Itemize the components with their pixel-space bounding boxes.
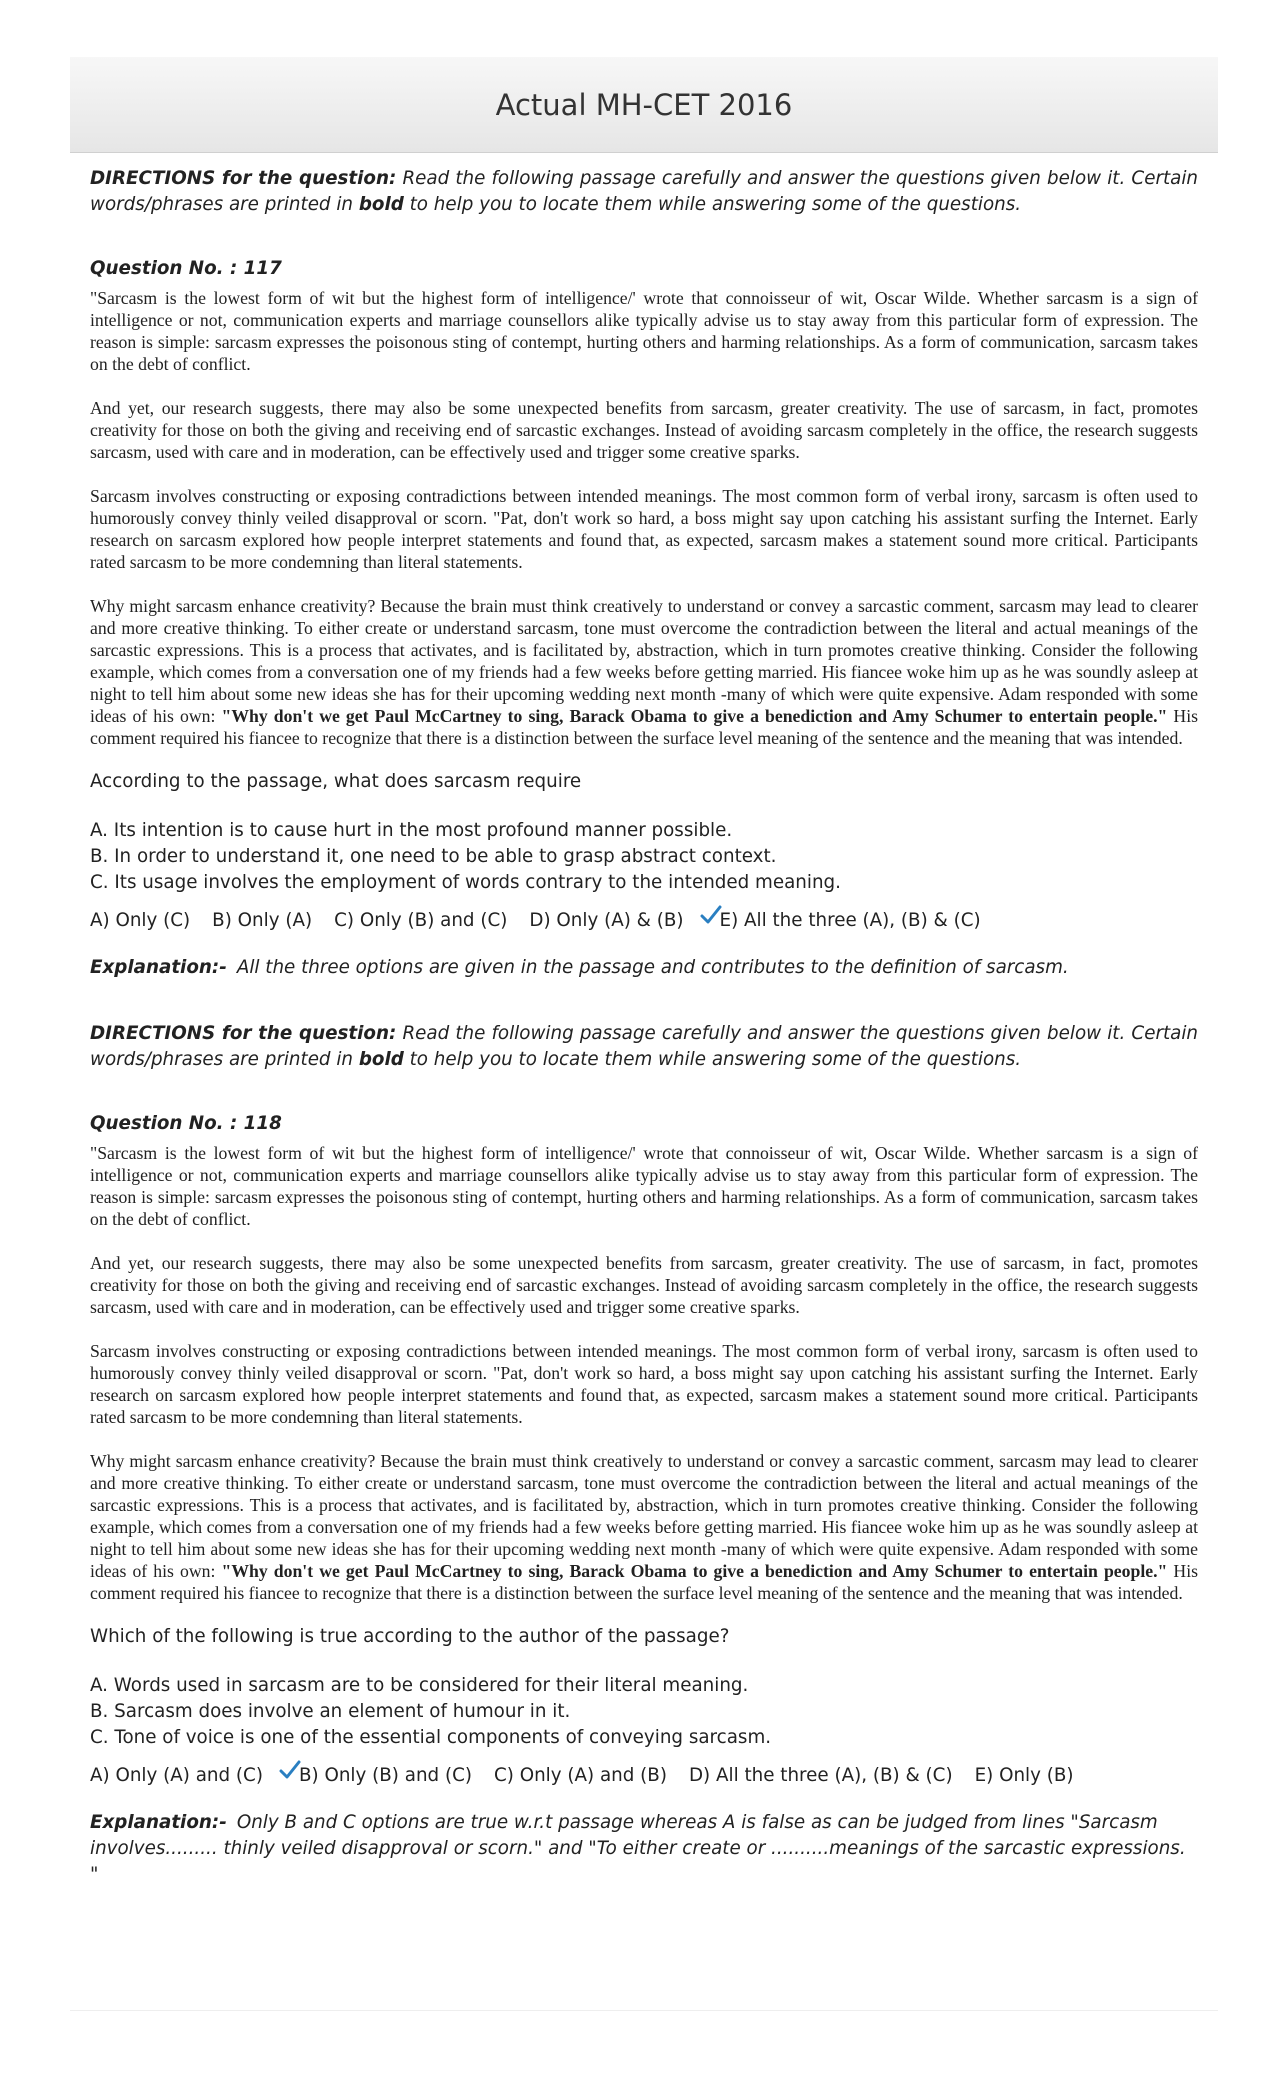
directions-text: Read the following passage carefully and answer the questions given below it. Certain words/phrases are printed in [90, 168, 1198, 215]
statement: B. In order to understand it, one need to be able to grasp abstract context. [90, 846, 777, 867]
question-block-117 [90, 166, 1198, 981]
option-c[interactable]: C) Only (B) and (C) [334, 910, 508, 931]
passage [90, 1142, 1198, 1604]
question-number: Question No. : 117 [90, 258, 282, 279]
question-block-118 [90, 1021, 1198, 1888]
passage-paragraph: And yet, our research suggests, there may also be some unexpected benefits from sarcasm, greater creativity. The use of sarcasm, in fact, promotes creativity for those on both the giving and receiving end of sarcastic exchanges. Instead of avoiding sarcasm completely in the office, the research suggests sarcasm, used with care and in moderation, can be effectively used and trigger some creative sparks. [90, 1253, 1198, 1317]
question-text: Which of the following is true according to the author of the passage? [90, 1626, 730, 1647]
explanation-label: Explanation:- [90, 957, 227, 978]
directions-label: DIRECTIONS for the question: [90, 168, 397, 189]
directions [90, 1021, 1198, 1073]
option-a[interactable]: A) Only (C) [90, 910, 191, 931]
option-c[interactable]: C) Only (A) and (B) [493, 1765, 667, 1786]
statement: C. Its usage involves the employment of words contrary to the intended meaning. [90, 872, 841, 893]
page-header [70, 57, 1218, 153]
content [90, 166, 1198, 1888]
option-a[interactable]: A) Only (A) and (C) [90, 1765, 263, 1786]
option-d[interactable]: D) Only (A) & (B) [529, 910, 684, 931]
checkmark-icon [700, 904, 722, 926]
passage-bold-quote: "Why don't we get Paul McCartney to sing, Barack Obama to give a benediction and Amy Schumer to entertain people." [221, 1561, 1168, 1581]
directions-bold-word: bold [358, 194, 404, 215]
answer-options [90, 910, 1198, 931]
question-text: According to the passage, what does sarcasm require [90, 771, 582, 792]
checkmark-icon [279, 1759, 301, 1781]
explanation-label: Explanation:- [90, 1812, 227, 1833]
statement: C. Tone of voice is one of the essential components of conveying sarcasm. [90, 1727, 772, 1748]
footer-divider [70, 2010, 1218, 2011]
page-title: Actual MH-CET 2016 [495, 87, 793, 122]
passage-text: Why might sarcasm enhance creativity? Because the brain must think creatively to understand or convey a sarcastic comment, sarcasm may lead to clearer and more creative thinking. To either create or understand sarcasm, tone must overcome the contradiction between the literal and actual meanings of the sarcastic expressions. This is a process that activates, and is facilitated by, abstraction, which in turn promotes creative thinking. Consider the following example, which comes from a conversation one of my friends had a few weeks before getting married. His fiancee woke him up as he was soundly asleep at night to tell him about some new ideas she has for their upcoming wedding next month -many of which were quite expensive. Adam responded with some ideas of his own: [90, 1451, 1198, 1581]
statement: A. Words used in sarcasm are to be considered for their literal meaning. [90, 1675, 749, 1696]
explanation-text: All the three options are given in the passage and contributes to the definition of sarcasm. [236, 957, 1069, 978]
explanation [90, 955, 1198, 981]
statements [90, 1673, 1198, 1751]
directions-text: Read the following passage carefully and answer the questions given below it. Certain words/phrases are printed in [90, 1023, 1198, 1070]
question-number: Question No. : 118 [90, 1113, 282, 1134]
passage-paragraph: And yet, our research suggests, there may also be some unexpected benefits from sarcasm, greater creativity. The use of sarcasm, in fact, promotes creativity for those on both the giving and receiving end of sarcastic exchanges. Instead of avoiding sarcasm completely in the office, the research suggests sarcasm, used with care and in moderation, can be effectively used and trigger some creative sparks. [90, 398, 1198, 462]
option-d[interactable]: D) All the three (A), (B) & (C) [688, 1765, 953, 1786]
passage-text: His comment required his fiancee to recognize that there is a distinction between the surface level meaning of the sentence and the meaning that was intended. [90, 1561, 1198, 1603]
passage-paragraph: "Sarcasm is the lowest form of wit but the highest form of intelligence/' wrote that connoisseur of wit, Oscar Wilde. Whether sarcasm is a sign of intelligence or not, communication experts and marriage counsellors alike typically advise us to stay away from this particular form of expression. The reason is simple: sarcasm expresses the poisonous sting of contempt, hurting others and harming relationships. As a form of communication, sarcasm takes on the debt of conflict. [90, 288, 1198, 374]
passage-paragraph: Sarcasm involves constructing or exposing contradictions between intended meanings. The most common form of verbal irony, sarcasm is often used to humorously convey thinly veiled disapproval or scorn. "Pat, don't work so hard, a boss might say upon catching his assistant surfing the Internet. Early research on sarcasm explored how people interpret statements and found that, as expected, sarcasm makes a statement sound more critical. Participants rated sarcasm to be more condemning than literal statements. [90, 486, 1198, 572]
option-label: E) All the three (A), (B) & (C) [719, 910, 981, 931]
directions-text-end: to help you to locate them while answering some of the questions. [403, 194, 1022, 215]
passage-text: Why might sarcasm enhance creativity? Because the brain must think creatively to understand or convey a sarcastic comment, sarcasm may lead to clearer and more creative thinking. To either create or understand sarcasm, tone must overcome the contradiction between the literal and actual meanings of the sarcastic expressions. This is a process that activates, and is facilitated by, abstraction, which in turn promotes creative thinking. Consider the following example, which comes from a conversation one of my friends had a few weeks before getting married. His fiancee woke him up as he was soundly asleep at night to tell him about some new ideas she has for their upcoming wedding next month -many of which were quite expensive. Adam responded with some ideas of his own: [90, 596, 1198, 726]
passage-paragraph [90, 595, 1198, 749]
passage-text: His comment required his fiancee to recognize that there is a distinction between the surface level meaning of the sentence and the meaning that was intended. [90, 706, 1198, 748]
explanation [90, 1810, 1198, 1888]
directions-text-end: to help you to locate them while answering some of the questions. [403, 1049, 1022, 1070]
statements [90, 818, 1198, 896]
statement: B. Sarcasm does involve an element of humour in it. [90, 1701, 571, 1722]
option-b[interactable]: B) Only (A) [212, 910, 313, 931]
passage-paragraph [90, 1450, 1198, 1604]
option-b-correct[interactable] [285, 1765, 472, 1786]
directions [90, 166, 1198, 218]
directions-label: DIRECTIONS for the question: [90, 1023, 397, 1044]
answer-options [90, 1765, 1198, 1786]
passage [90, 287, 1198, 749]
directions-bold-word: bold [358, 1049, 404, 1070]
passage-paragraph: Sarcasm involves constructing or exposing contradictions between intended meanings. The most common form of verbal irony, sarcasm is often used to humorously convey thinly veiled disapproval or scorn. "Pat, don't work so hard, a boss might say upon catching his assistant surfing the Internet. Early research on sarcasm explored how people interpret statements and found that, as expected, sarcasm makes a statement sound more critical. Participants rated sarcasm to be more condemning than literal statements. [90, 1341, 1198, 1427]
passage-bold-quote: "Why don't we get Paul McCartney to sing, Barack Obama to give a benediction and Amy Schumer to entertain people." [221, 706, 1168, 726]
passage-paragraph: "Sarcasm is the lowest form of wit but the highest form of intelligence/' wrote that connoisseur of wit, Oscar Wilde. Whether sarcasm is a sign of intelligence or not, communication experts and marriage counsellors alike typically advise us to stay away from this particular form of expression. The reason is simple: sarcasm expresses the poisonous sting of contempt, hurting others and harming relationships. As a form of communication, sarcasm takes on the debt of conflict. [90, 1143, 1198, 1229]
explanation-text: Only B and C options are true w.r.t passage whereas A is false as can be judged from lines "Sarcasm involves......... thinly veiled disapproval or scorn." and "To either create or ..........meanings of the sarcastic expressions. " [90, 1812, 1186, 1885]
option-e[interactable]: E) Only (B) [974, 1765, 1074, 1786]
statement: A. Its intention is to cause hurt in the most profound manner possible. [90, 820, 733, 841]
option-label: B) Only (B) and (C) [298, 1765, 472, 1786]
option-e-correct[interactable] [706, 910, 981, 931]
